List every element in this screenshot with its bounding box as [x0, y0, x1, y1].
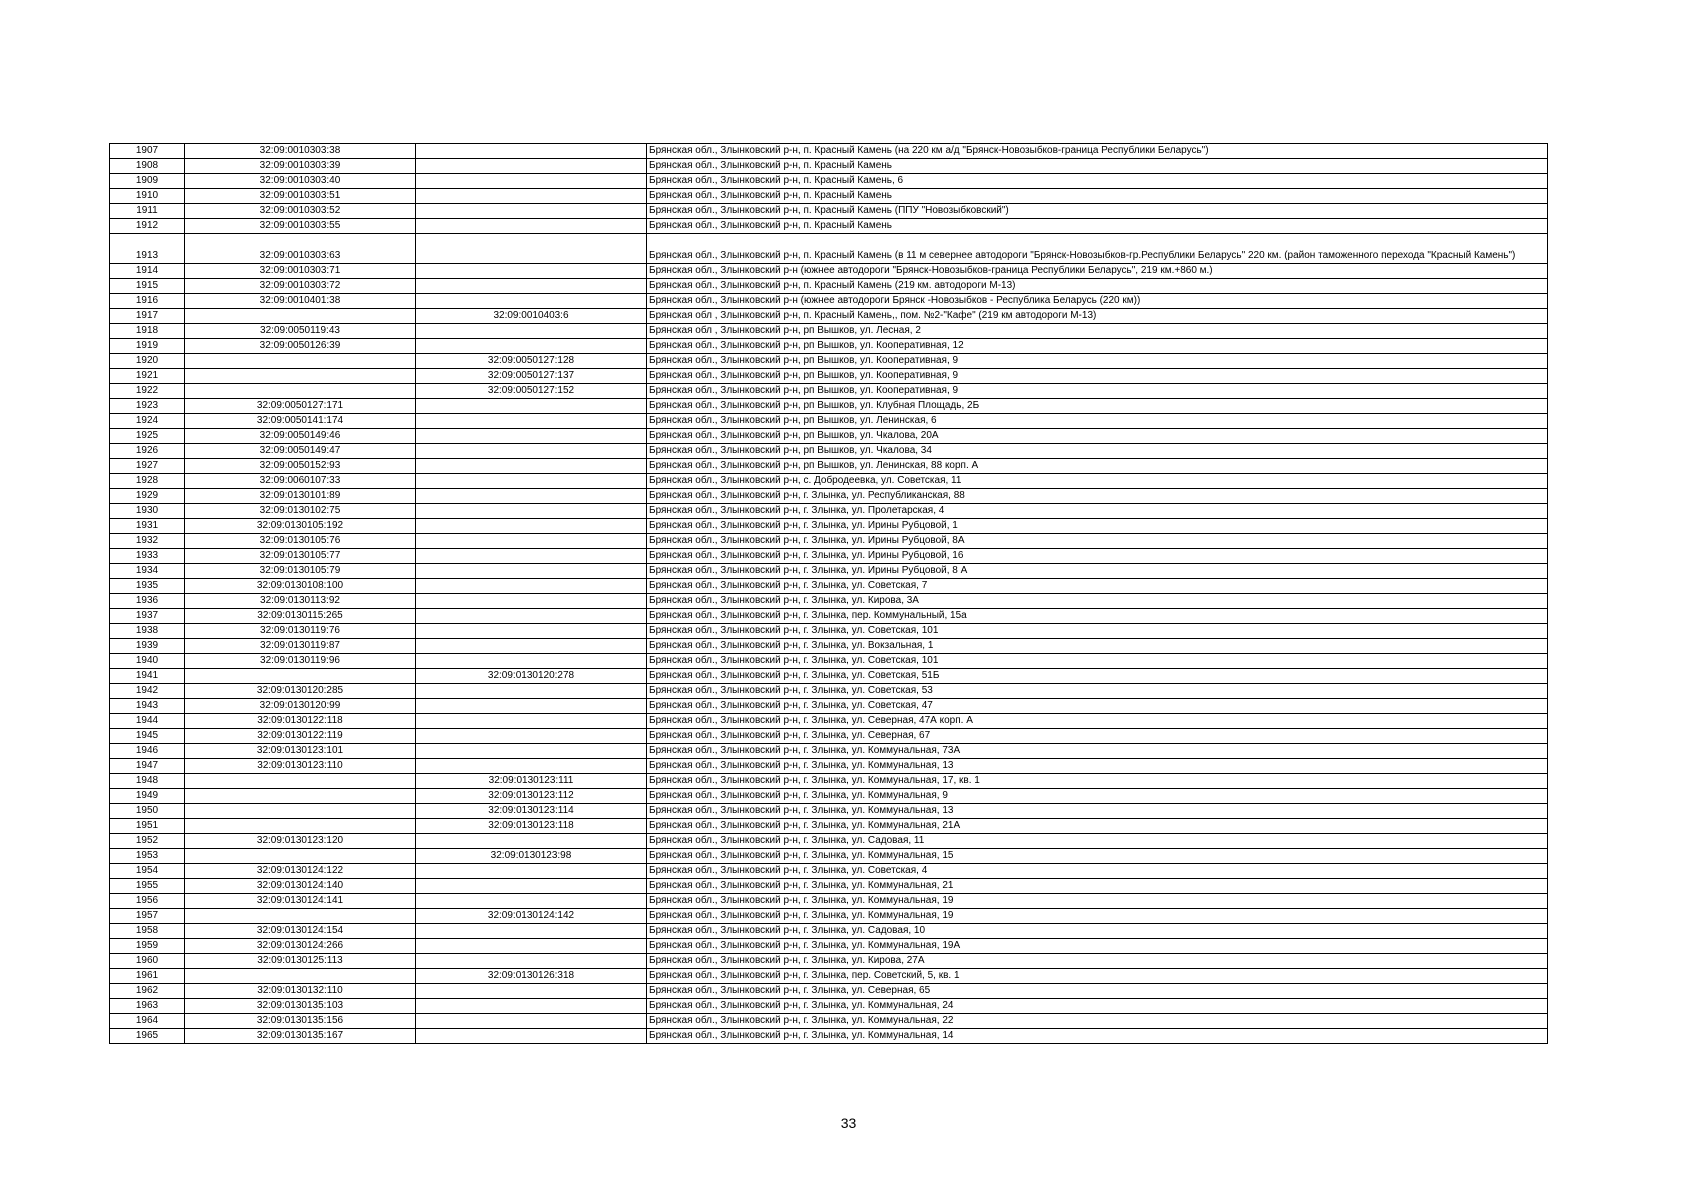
address-cell: Брянская обл., Злынковский р-н, г. Злынка, ул. Коммунальная, 22 — [647, 1014, 1548, 1029]
address-cell: Брянская обл., Злынковский р-н, рп Вышков, ул. Чкалова, 20А — [647, 429, 1548, 444]
row-number-cell: 1956 — [110, 894, 185, 909]
table-row — [110, 969, 1548, 984]
table-row — [110, 714, 1548, 729]
table-row — [110, 204, 1548, 219]
part-cadastral-number-cell — [416, 174, 647, 189]
part-cadastral-number-cell: 32:09:0130123:98 — [416, 849, 647, 864]
address-cell: Брянская обл., Злынковский р-н, г. Злынка, пер. Коммунальный, 15а — [647, 609, 1548, 624]
cadastral-number-cell: 32:09:0050119:43 — [185, 324, 416, 339]
address-cell: Брянская обл., Злынковский р-н, п. Красный Камень (на 220 км а/д "Брянск-Новозыбков-граница Республики Беларусь") — [647, 144, 1548, 159]
part-cadastral-number-cell: 32:09:0050127:137 — [416, 369, 647, 384]
address-cell: Брянская обл., Злынковский р-н, г. Злынка, ул. Коммунальная, 73А — [647, 744, 1548, 759]
address-cell: Брянская обл., Злынковский р-н, г. Злынка, ул. Советская, 51Б — [647, 669, 1548, 684]
row-number-cell: 1918 — [110, 324, 185, 339]
table-row — [110, 339, 1548, 354]
address-cell: Брянская обл., Злынковский р-н, г. Злынка, ул. Советская, 53 — [647, 684, 1548, 699]
cadastral-number-cell: 32:09:0130102:75 — [185, 504, 416, 519]
part-cadastral-number-cell — [416, 159, 647, 174]
part-cadastral-number-cell — [416, 684, 647, 699]
table-row — [110, 324, 1548, 339]
address-cell: Брянская обл., Злынковский р-н, г. Злынка, ул. Коммунальная, 9 — [647, 789, 1548, 804]
cadastral-number-cell: 32:09:0010303:39 — [185, 159, 416, 174]
cadastral-number-cell — [185, 774, 416, 789]
cadastral-number-cell: 32:09:0130132:110 — [185, 984, 416, 999]
row-number-cell: 1942 — [110, 684, 185, 699]
row-number-cell: 1965 — [110, 1029, 185, 1044]
row-number-cell: 1920 — [110, 354, 185, 369]
row-number-cell: 1945 — [110, 729, 185, 744]
page-number: 33 — [840, 1115, 857, 1131]
row-number-cell: 1952 — [110, 834, 185, 849]
row-number-cell: 1962 — [110, 984, 185, 999]
address-cell: Брянская обл., Злынковский р-н, г. Злынка, ул. Коммунальная, 19А — [647, 939, 1548, 954]
address-cell: Брянская обл., Злынковский р-н, г. Злынка, ул. Коммунальная, 14 — [647, 1029, 1548, 1044]
cadastral-number-cell: 32:09:0130122:118 — [185, 714, 416, 729]
address-cell: Брянская обл., Злынковский р-н, г. Злынка, ул. Ирины Рубцовой, 16 — [647, 549, 1548, 564]
cadastral-number-cell: 32:09:0130124:140 — [185, 879, 416, 894]
cadastral-number-cell: 32:09:0010303:72 — [185, 279, 416, 294]
row-number-cell: 1915 — [110, 279, 185, 294]
row-number-cell: 1941 — [110, 669, 185, 684]
row-number-cell: 1931 — [110, 519, 185, 534]
address-cell: Брянская обл., Злынковский р-н, рп Вышков, ул. Клубная Площадь, 2Б — [647, 399, 1548, 414]
address-cell: Брянская обл., Злынковский р-н, г. Злынка, пер. Советский, 5, кв. 1 — [647, 969, 1548, 984]
row-number-cell: 1908 — [110, 159, 185, 174]
table-row — [110, 1014, 1548, 1029]
row-number-cell: 1934 — [110, 564, 185, 579]
part-cadastral-number-cell — [416, 699, 647, 714]
part-cadastral-number-cell — [416, 549, 647, 564]
row-number-cell: 1964 — [110, 1014, 185, 1029]
address-cell: Брянская обл., Злынковский р-н, рп Вышков, ул. Ленинская, 6 — [647, 414, 1548, 429]
cadastral-number-cell: 32:09:0130123:110 — [185, 759, 416, 774]
row-number-cell: 1912 — [110, 219, 185, 234]
row-number-cell: 1927 — [110, 459, 185, 474]
address-cell: Брянская обл., Злынковский р-н (южнее автодороги Брянск -Новозыбков - Республика Беларусь (220 км)) — [647, 294, 1548, 309]
cadastral-number-cell: 32:09:0010401:38 — [185, 294, 416, 309]
table-row — [110, 474, 1548, 489]
table-row — [110, 459, 1548, 474]
address-cell: Брянская обл., Злынковский р-н, г. Злынка, ул. Вокзальная, 1 — [647, 639, 1548, 654]
cadastral-number-cell — [185, 849, 416, 864]
address-cell: Брянская обл., Злынковский р-н, рп Вышков, ул. Кооперативная, 9 — [647, 354, 1548, 369]
part-cadastral-number-cell — [416, 834, 647, 849]
address-cell: Брянская обл., Злынковский р-н, г. Злынка, ул. Коммунальная, 17, кв. 1 — [647, 774, 1548, 789]
cadastral-number-cell: 32:09:0130124:122 — [185, 864, 416, 879]
cadastral-number-cell: 32:09:0060107:33 — [185, 474, 416, 489]
table-row — [110, 144, 1548, 159]
row-number-cell: 1947 — [110, 759, 185, 774]
row-number-cell: 1932 — [110, 534, 185, 549]
address-cell: Брянская обл., Злынковский р-н, рп Вышков, ул. Кооперативная, 9 — [647, 384, 1548, 399]
cadastral-number-cell: 32:09:0050149:46 — [185, 429, 416, 444]
part-cadastral-number-cell — [416, 204, 647, 219]
address-cell: Брянская обл., Злынковский р-н, п. Красный Камень (в 11 м севернее автодороги "Брянск-Новозыбков-гр.Республики Беларусь" 220 км. (район таможенного перехода "Красный Камень") — [647, 234, 1548, 264]
address-cell: Брянская обл., Злынковский р-н, п. Красный Камень, 6 — [647, 174, 1548, 189]
cadastral-number-cell — [185, 969, 416, 984]
table-row — [110, 624, 1548, 639]
row-number-cell: 1948 — [110, 774, 185, 789]
address-cell: Брянская обл., Злынковский р-н, г. Злынка, ул. Советская, 47 — [647, 699, 1548, 714]
cadastral-number-cell: 32:09:0130119:96 — [185, 654, 416, 669]
row-number-cell: 1928 — [110, 474, 185, 489]
row-number-cell: 1916 — [110, 294, 185, 309]
row-number-cell: 1913 — [110, 234, 185, 264]
part-cadastral-number-cell — [416, 594, 647, 609]
row-number-cell: 1922 — [110, 384, 185, 399]
table-row — [110, 699, 1548, 714]
address-cell: Брянская обл., Злынковский р-н, г. Злынка, ул. Северная, 65 — [647, 984, 1548, 999]
part-cadastral-number-cell — [416, 339, 647, 354]
cadastral-number-cell: 32:09:0050126:39 — [185, 339, 416, 354]
part-cadastral-number-cell — [416, 324, 647, 339]
table-row — [110, 864, 1548, 879]
row-number-cell: 1946 — [110, 744, 185, 759]
address-cell: Брянская обл., Злынковский р-н, г. Злынка, ул. Пролетарская, 4 — [647, 504, 1548, 519]
row-number-cell: 1955 — [110, 879, 185, 894]
table-row — [110, 519, 1548, 534]
cadastral-number-cell — [185, 309, 416, 324]
table-row — [110, 834, 1548, 849]
row-number-cell: 1951 — [110, 819, 185, 834]
table-row — [110, 429, 1548, 444]
part-cadastral-number-cell: 32:09:0050127:152 — [416, 384, 647, 399]
address-cell: Брянская обл., Злынковский р-н, рп Вышков, ул. Ленинская, 88 корп. А — [647, 459, 1548, 474]
table-row — [110, 354, 1548, 369]
table-row — [110, 369, 1548, 384]
row-number-cell: 1923 — [110, 399, 185, 414]
cadastral-number-cell: 32:09:0130108:100 — [185, 579, 416, 594]
part-cadastral-number-cell — [416, 1029, 647, 1044]
cadastral-number-cell: 32:09:0130105:192 — [185, 519, 416, 534]
cadastral-number-cell: 32:09:0130123:101 — [185, 744, 416, 759]
cadastral-number-cell: 32:09:0010303:40 — [185, 174, 416, 189]
part-cadastral-number-cell — [416, 579, 647, 594]
address-cell: Брянская обл., Злынковский р-н, рп Вышков, ул. Чкалова, 34 — [647, 444, 1548, 459]
address-cell: Брянская обл., Злынковский р-н, г. Злынка, ул. Садовая, 11 — [647, 834, 1548, 849]
table-row — [110, 789, 1548, 804]
cadastral-number-cell — [185, 369, 416, 384]
part-cadastral-number-cell: 32:09:0130123:114 — [416, 804, 647, 819]
row-number-cell: 1921 — [110, 369, 185, 384]
part-cadastral-number-cell — [416, 744, 647, 759]
address-cell: Брянская обл., Злынковский р-н, г. Злынка, ул. Кирова, 3А — [647, 594, 1548, 609]
table-row — [110, 489, 1548, 504]
table-row — [110, 819, 1548, 834]
address-cell: Брянская обл., Злынковский р-н, п. Красный Камень (219 км. автодороги М-13) — [647, 279, 1548, 294]
cadastral-number-cell: 32:09:0130124:154 — [185, 924, 416, 939]
part-cadastral-number-cell — [416, 489, 647, 504]
row-number-cell: 1954 — [110, 864, 185, 879]
address-cell: Брянская обл., Злынковский р-н, г. Злынка, ул. Советская, 7 — [647, 579, 1548, 594]
cadastral-number-cell: 32:09:0130124:266 — [185, 939, 416, 954]
part-cadastral-number-cell — [416, 639, 647, 654]
part-cadastral-number-cell — [416, 234, 647, 264]
table-row — [110, 759, 1548, 774]
cadastral-number-cell: 32:09:0130119:87 — [185, 639, 416, 654]
address-cell: Брянская обл., Злынковский р-н, г. Злынка, ул. Коммунальная, 19 — [647, 894, 1548, 909]
table-row — [110, 849, 1548, 864]
part-cadastral-number-cell — [416, 459, 647, 474]
cadastral-number-cell: 32:09:0050152:93 — [185, 459, 416, 474]
cadastral-number-cell — [185, 789, 416, 804]
part-cadastral-number-cell — [416, 864, 647, 879]
cadastral-number-cell: 32:09:0130123:120 — [185, 834, 416, 849]
address-cell: Брянская обл , Злынковский р-н, рп Вышков, ул. Лесная, 2 — [647, 324, 1548, 339]
cadastral-number-cell: 32:09:0130122:119 — [185, 729, 416, 744]
table-row — [110, 219, 1548, 234]
cadastral-number-cell: 32:09:0010303:38 — [185, 144, 416, 159]
table-row — [110, 999, 1548, 1014]
row-number-cell: 1943 — [110, 699, 185, 714]
cadastral-number-cell: 32:09:0050149:47 — [185, 444, 416, 459]
cadastral-number-cell: 32:09:0050127:171 — [185, 399, 416, 414]
cadastral-number-cell: 32:09:0130120:285 — [185, 684, 416, 699]
table-row — [110, 924, 1548, 939]
row-number-cell: 1911 — [110, 204, 185, 219]
cadastral-number-cell: 32:09:0130101:89 — [185, 489, 416, 504]
table-row — [110, 879, 1548, 894]
row-number-cell: 1958 — [110, 924, 185, 939]
cadastral-number-cell: 32:09:0010303:51 — [185, 189, 416, 204]
cadastral-number-cell: 32:09:0130105:77 — [185, 549, 416, 564]
table-row — [110, 234, 1548, 264]
cadastral-number-cell: 32:09:0010303:52 — [185, 204, 416, 219]
table-row — [110, 654, 1548, 669]
address-cell: Брянская обл., Злынковский р-н, г. Злынка, ул. Северная, 47А корп. А — [647, 714, 1548, 729]
part-cadastral-number-cell — [416, 429, 647, 444]
part-cadastral-number-cell: 32:09:0010403:6 — [416, 309, 647, 324]
address-cell: Брянская обл., Злынковский р-н, рп Вышков, ул. Кооперативная, 12 — [647, 339, 1548, 354]
row-number-cell: 1960 — [110, 954, 185, 969]
row-number-cell: 1940 — [110, 654, 185, 669]
cadastral-number-cell: 32:09:0010303:63 — [185, 234, 416, 264]
cadastral-number-cell — [185, 819, 416, 834]
cadastral-number-cell: 32:09:0010303:55 — [185, 219, 416, 234]
cadastral-number-cell: 32:09:0010303:71 — [185, 264, 416, 279]
address-cell: Брянская обл., Злынковский р-н, г. Злынка, ул. Коммунальная, 15 — [647, 849, 1548, 864]
part-cadastral-number-cell — [416, 414, 647, 429]
table-row — [110, 669, 1548, 684]
part-cadastral-number-cell — [416, 564, 647, 579]
table-row — [110, 294, 1548, 309]
table-row — [110, 264, 1548, 279]
cadastral-number-cell: 32:09:0050141:174 — [185, 414, 416, 429]
address-cell: Брянская обл., Злынковский р-н, г. Злынка, ул. Ирины Рубцовой, 8А — [647, 534, 1548, 549]
row-number-cell: 1961 — [110, 969, 185, 984]
part-cadastral-number-cell — [416, 654, 647, 669]
address-cell: Брянская обл., Злынковский р-н, г. Злынка, ул. Коммунальная, 24 — [647, 999, 1548, 1014]
table-row — [110, 579, 1548, 594]
cadastral-number-cell — [185, 669, 416, 684]
part-cadastral-number-cell: 32:09:0130123:118 — [416, 819, 647, 834]
part-cadastral-number-cell — [416, 189, 647, 204]
cadastral-number-cell: 32:09:0130119:76 — [185, 624, 416, 639]
part-cadastral-number-cell: 32:09:0130123:112 — [416, 789, 647, 804]
address-cell: Брянская обл., Злынковский р-н, г. Злынка, ул. Садовая, 10 — [647, 924, 1548, 939]
part-cadastral-number-cell — [416, 144, 647, 159]
row-number-cell: 1938 — [110, 624, 185, 639]
part-cadastral-number-cell — [416, 1014, 647, 1029]
part-cadastral-number-cell — [416, 504, 647, 519]
address-cell: Брянская обл., Злынковский р-н, с. Добродеевка, ул. Советская, 11 — [647, 474, 1548, 489]
table-row — [110, 504, 1548, 519]
address-cell: Брянская обл., Злынковский р-н, п. Красный Камень — [647, 159, 1548, 174]
address-cell: Брянская обл., Злынковский р-н, рп Вышков, ул. Кооперативная, 9 — [647, 369, 1548, 384]
table-row — [110, 909, 1548, 924]
row-number-cell: 1925 — [110, 429, 185, 444]
cadastral-number-cell: 32:09:0130125:113 — [185, 954, 416, 969]
cadastral-number-cell — [185, 909, 416, 924]
part-cadastral-number-cell — [416, 609, 647, 624]
cadastral-number-cell: 32:09:0130115:265 — [185, 609, 416, 624]
address-cell: Брянская обл., Злынковский р-н, г. Злынка, ул. Ирины Рубцовой, 1 — [647, 519, 1548, 534]
part-cadastral-number-cell: 32:09:0050127:128 — [416, 354, 647, 369]
table-row — [110, 549, 1548, 564]
table-row — [110, 534, 1548, 549]
address-cell: Брянская обл., Злынковский р-н (южнее автодороги "Брянск-Новозыбков-граница Республики Беларусь", 219 км.+860 м.) — [647, 264, 1548, 279]
row-number-cell: 1910 — [110, 189, 185, 204]
row-number-cell: 1914 — [110, 264, 185, 279]
address-cell: Брянская обл., Злынковский р-н, г. Злынка, ул. Советская, 4 — [647, 864, 1548, 879]
row-number-cell: 1953 — [110, 849, 185, 864]
table-row — [110, 984, 1548, 999]
table-row — [110, 414, 1548, 429]
part-cadastral-number-cell — [416, 519, 647, 534]
part-cadastral-number-cell — [416, 264, 647, 279]
part-cadastral-number-cell: 32:09:0130124:142 — [416, 909, 647, 924]
row-number-cell: 1950 — [110, 804, 185, 819]
table-row — [110, 189, 1548, 204]
part-cadastral-number-cell — [416, 219, 647, 234]
cadastral-number-cell: 32:09:0130105:79 — [185, 564, 416, 579]
row-number-cell: 1909 — [110, 174, 185, 189]
row-number-cell: 1936 — [110, 594, 185, 609]
register-body — [110, 144, 1548, 1044]
part-cadastral-number-cell — [416, 939, 647, 954]
part-cadastral-number-cell — [416, 474, 647, 489]
part-cadastral-number-cell — [416, 999, 647, 1014]
table-row — [110, 174, 1548, 189]
table-row — [110, 729, 1548, 744]
cadastral-number-cell: 32:09:0130135:167 — [185, 1029, 416, 1044]
cadastral-number-cell: 32:09:0130124:141 — [185, 894, 416, 909]
part-cadastral-number-cell — [416, 624, 647, 639]
part-cadastral-number-cell — [416, 729, 647, 744]
table-row — [110, 279, 1548, 294]
table-row — [110, 894, 1548, 909]
part-cadastral-number-cell — [416, 984, 647, 999]
table-row — [110, 939, 1548, 954]
table-row — [110, 774, 1548, 789]
address-cell: Брянская обл., Злынковский р-н, г. Злынка, ул. Коммунальная, 21А — [647, 819, 1548, 834]
part-cadastral-number-cell — [416, 894, 647, 909]
address-cell: Брянская обл., Злынковский р-н, г. Злынка, ул. Кирова, 27А — [647, 954, 1548, 969]
row-number-cell: 1937 — [110, 609, 185, 624]
address-cell: Брянская обл., Злынковский р-н, г. Злынка, ул. Коммунальная, 21 — [647, 879, 1548, 894]
row-number-cell: 1935 — [110, 579, 185, 594]
row-number-cell: 1907 — [110, 144, 185, 159]
cadastral-number-cell: 32:09:0130105:76 — [185, 534, 416, 549]
table-row — [110, 159, 1548, 174]
part-cadastral-number-cell: 32:09:0130123:111 — [416, 774, 647, 789]
cadastral-number-cell — [185, 384, 416, 399]
cadastral-number-cell — [185, 354, 416, 369]
table-row — [110, 684, 1548, 699]
part-cadastral-number-cell — [416, 714, 647, 729]
address-cell: Брянская обл., Злынковский р-н, г. Злынка, ул. Северная, 67 — [647, 729, 1548, 744]
part-cadastral-number-cell — [416, 279, 647, 294]
row-number-cell: 1929 — [110, 489, 185, 504]
row-number-cell: 1944 — [110, 714, 185, 729]
address-cell: Брянская обл., Злынковский р-н, п. Красный Камень — [647, 189, 1548, 204]
row-number-cell: 1926 — [110, 444, 185, 459]
row-number-cell: 1963 — [110, 999, 185, 1014]
table-row — [110, 609, 1548, 624]
address-cell: Брянская обл , Злынковский р-н, п. Красный Камень,, пом. №2-"Кафе" (219 км автодороги М-13) — [647, 309, 1548, 324]
part-cadastral-number-cell: 32:09:0130126:318 — [416, 969, 647, 984]
row-number-cell: 1949 — [110, 789, 185, 804]
address-cell: Брянская обл., Злынковский р-н, г. Злынка, ул. Коммунальная, 13 — [647, 804, 1548, 819]
cadastral-number-cell: 32:09:0130135:103 — [185, 999, 416, 1014]
address-cell: Брянская обл., Злынковский р-н, п. Красный Камень — [647, 219, 1548, 234]
address-cell: Брянская обл., Злынковский р-н, г. Злынка, ул. Коммунальная, 19 — [647, 909, 1548, 924]
address-cell: Брянская обл., Злынковский р-н, п. Красный Камень (ППУ "Новозыбковский") — [647, 204, 1548, 219]
part-cadastral-number-cell — [416, 954, 647, 969]
table-row — [110, 804, 1548, 819]
address-cell: Брянская обл., Злынковский р-н, г. Злынка, ул. Советская, 101 — [647, 624, 1548, 639]
cadastral-number-cell: 32:09:0130113:92 — [185, 594, 416, 609]
address-cell: Брянская обл., Злынковский р-н, г. Злынка, ул. Советская, 101 — [647, 654, 1548, 669]
table-row — [110, 309, 1548, 324]
row-number-cell: 1930 — [110, 504, 185, 519]
row-number-cell: 1924 — [110, 414, 185, 429]
cadastral-number-cell — [185, 804, 416, 819]
table-row — [110, 639, 1548, 654]
row-number-cell: 1959 — [110, 939, 185, 954]
table-row — [110, 399, 1548, 414]
row-number-cell: 1933 — [110, 549, 185, 564]
part-cadastral-number-cell — [416, 879, 647, 894]
table-row — [110, 384, 1548, 399]
table-row — [110, 444, 1548, 459]
part-cadastral-number-cell — [416, 399, 647, 414]
table-row — [110, 744, 1548, 759]
table-row — [110, 594, 1548, 609]
row-number-cell: 1939 — [110, 639, 185, 654]
part-cadastral-number-cell — [416, 759, 647, 774]
table-row — [110, 1029, 1548, 1044]
part-cadastral-number-cell — [416, 444, 647, 459]
cadastral-number-cell: 32:09:0130120:99 — [185, 699, 416, 714]
part-cadastral-number-cell — [416, 924, 647, 939]
part-cadastral-number-cell: 32:09:0130120:278 — [416, 669, 647, 684]
cadastral-number-cell: 32:09:0130135:156 — [185, 1014, 416, 1029]
row-number-cell: 1917 — [110, 309, 185, 324]
property-register-table — [109, 143, 1548, 1044]
row-number-cell: 1957 — [110, 909, 185, 924]
address-cell: Брянская обл., Злынковский р-н, г. Злынка, ул. Ирины Рубцовой, 8 А — [647, 564, 1548, 579]
row-number-cell: 1919 — [110, 339, 185, 354]
part-cadastral-number-cell — [416, 294, 647, 309]
address-cell: Брянская обл., Злынковский р-н, г. Злынка, ул. Республиканская, 88 — [647, 489, 1548, 504]
address-cell: Брянская обл., Злынковский р-н, г. Злынка, ул. Коммунальная, 13 — [647, 759, 1548, 774]
table-row — [110, 564, 1548, 579]
part-cadastral-number-cell — [416, 534, 647, 549]
table-row — [110, 954, 1548, 969]
